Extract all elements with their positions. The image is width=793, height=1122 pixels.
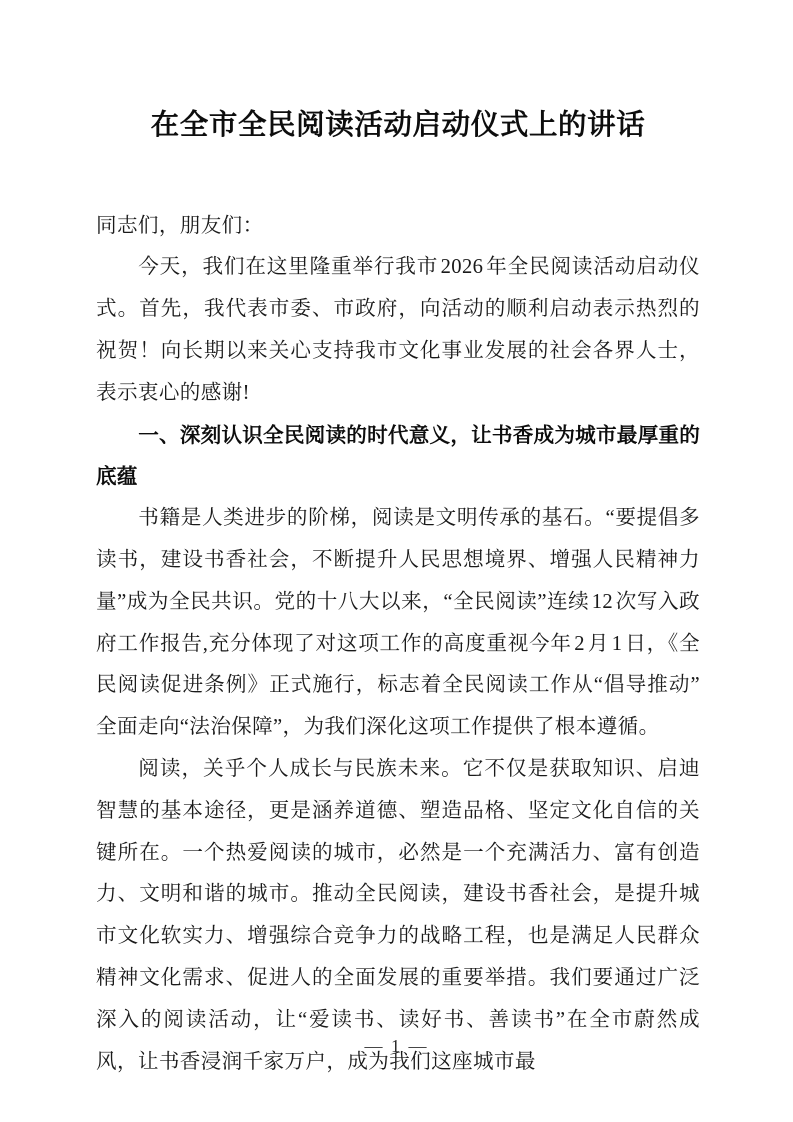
month-value: 2 — [574, 632, 585, 655]
paragraph-books-stairway — [96, 498, 700, 749]
page-title: 在全市全民阅读活动启动仪式上的讲话 — [150, 109, 646, 141]
paragraph-books-text-b: 次写入政府工作报告,充分体现了对这项工作的高度重视今年 — [96, 590, 700, 655]
salutation-line: 同志们，朋友们： — [96, 214, 264, 237]
report-count-value: 12 — [591, 590, 614, 613]
paragraph-opening — [96, 247, 700, 414]
document-body — [96, 0, 700, 1083]
paragraph-opening-text-a: 今天，我们在这里隆重举行我市 — [138, 256, 439, 279]
event-year-value: 2026 — [440, 256, 484, 279]
day-value: 1 — [611, 632, 623, 655]
paragraph-opening-text-b: 年全民阅读活动启动仪式。首先，我代表市委、市政府，向活动的顺利启动表示热烈的祝贺！向长期以来关心支持我市文化事业发展的社会各界人士，表示衷心的感谢! — [96, 256, 700, 404]
month-label: 月 — [587, 632, 610, 655]
section-heading-one: 一、深刻认识全民阅读的时代意义，让书香成为城市最厚重的底蕴 — [96, 423, 700, 489]
page-number-footer: — 1 — — [364, 1036, 429, 1056]
paragraph-reading-significance: 阅读，关乎个人成长与民族未来。它不仅是获取知识、启迪智慧的基本途径，更是涵养道德、塑造品格、坚定文化自信的关键所在。一个热爱阅读的城市，必然是一个充满活力、富有创造力、文明和谐的城市。推动全民阅读，建设书香社会，是提升城市文化软实力、增强综合竞争力的战略工程，也是满足人民群众精神文化需求、促进人的全面发展的重要举措。我们要通过广泛深入的阅读活动，让“爱读书、读好书、善读书”在全市蔚然成风，让书香浸润千家万户，成为我们这座城市最 — [96, 757, 700, 1073]
paragraph-books-text-a: 书籍是人类进步的阶梯，阅读是文明传承的基石。“要提倡多读书，建设书香社会，不断提升人民思想境界、增强人民精神力量”成为全民共识。党的十八大以来，“全民阅读”连续 — [96, 507, 700, 613]
paragraph-books-text-c: 日，《全民阅读促进条例》正式施行，标志着全民阅读工作从“倡导推动”全面走向“法治保障”，为我们深化这项工作提供了根本遵循。 — [96, 632, 700, 739]
